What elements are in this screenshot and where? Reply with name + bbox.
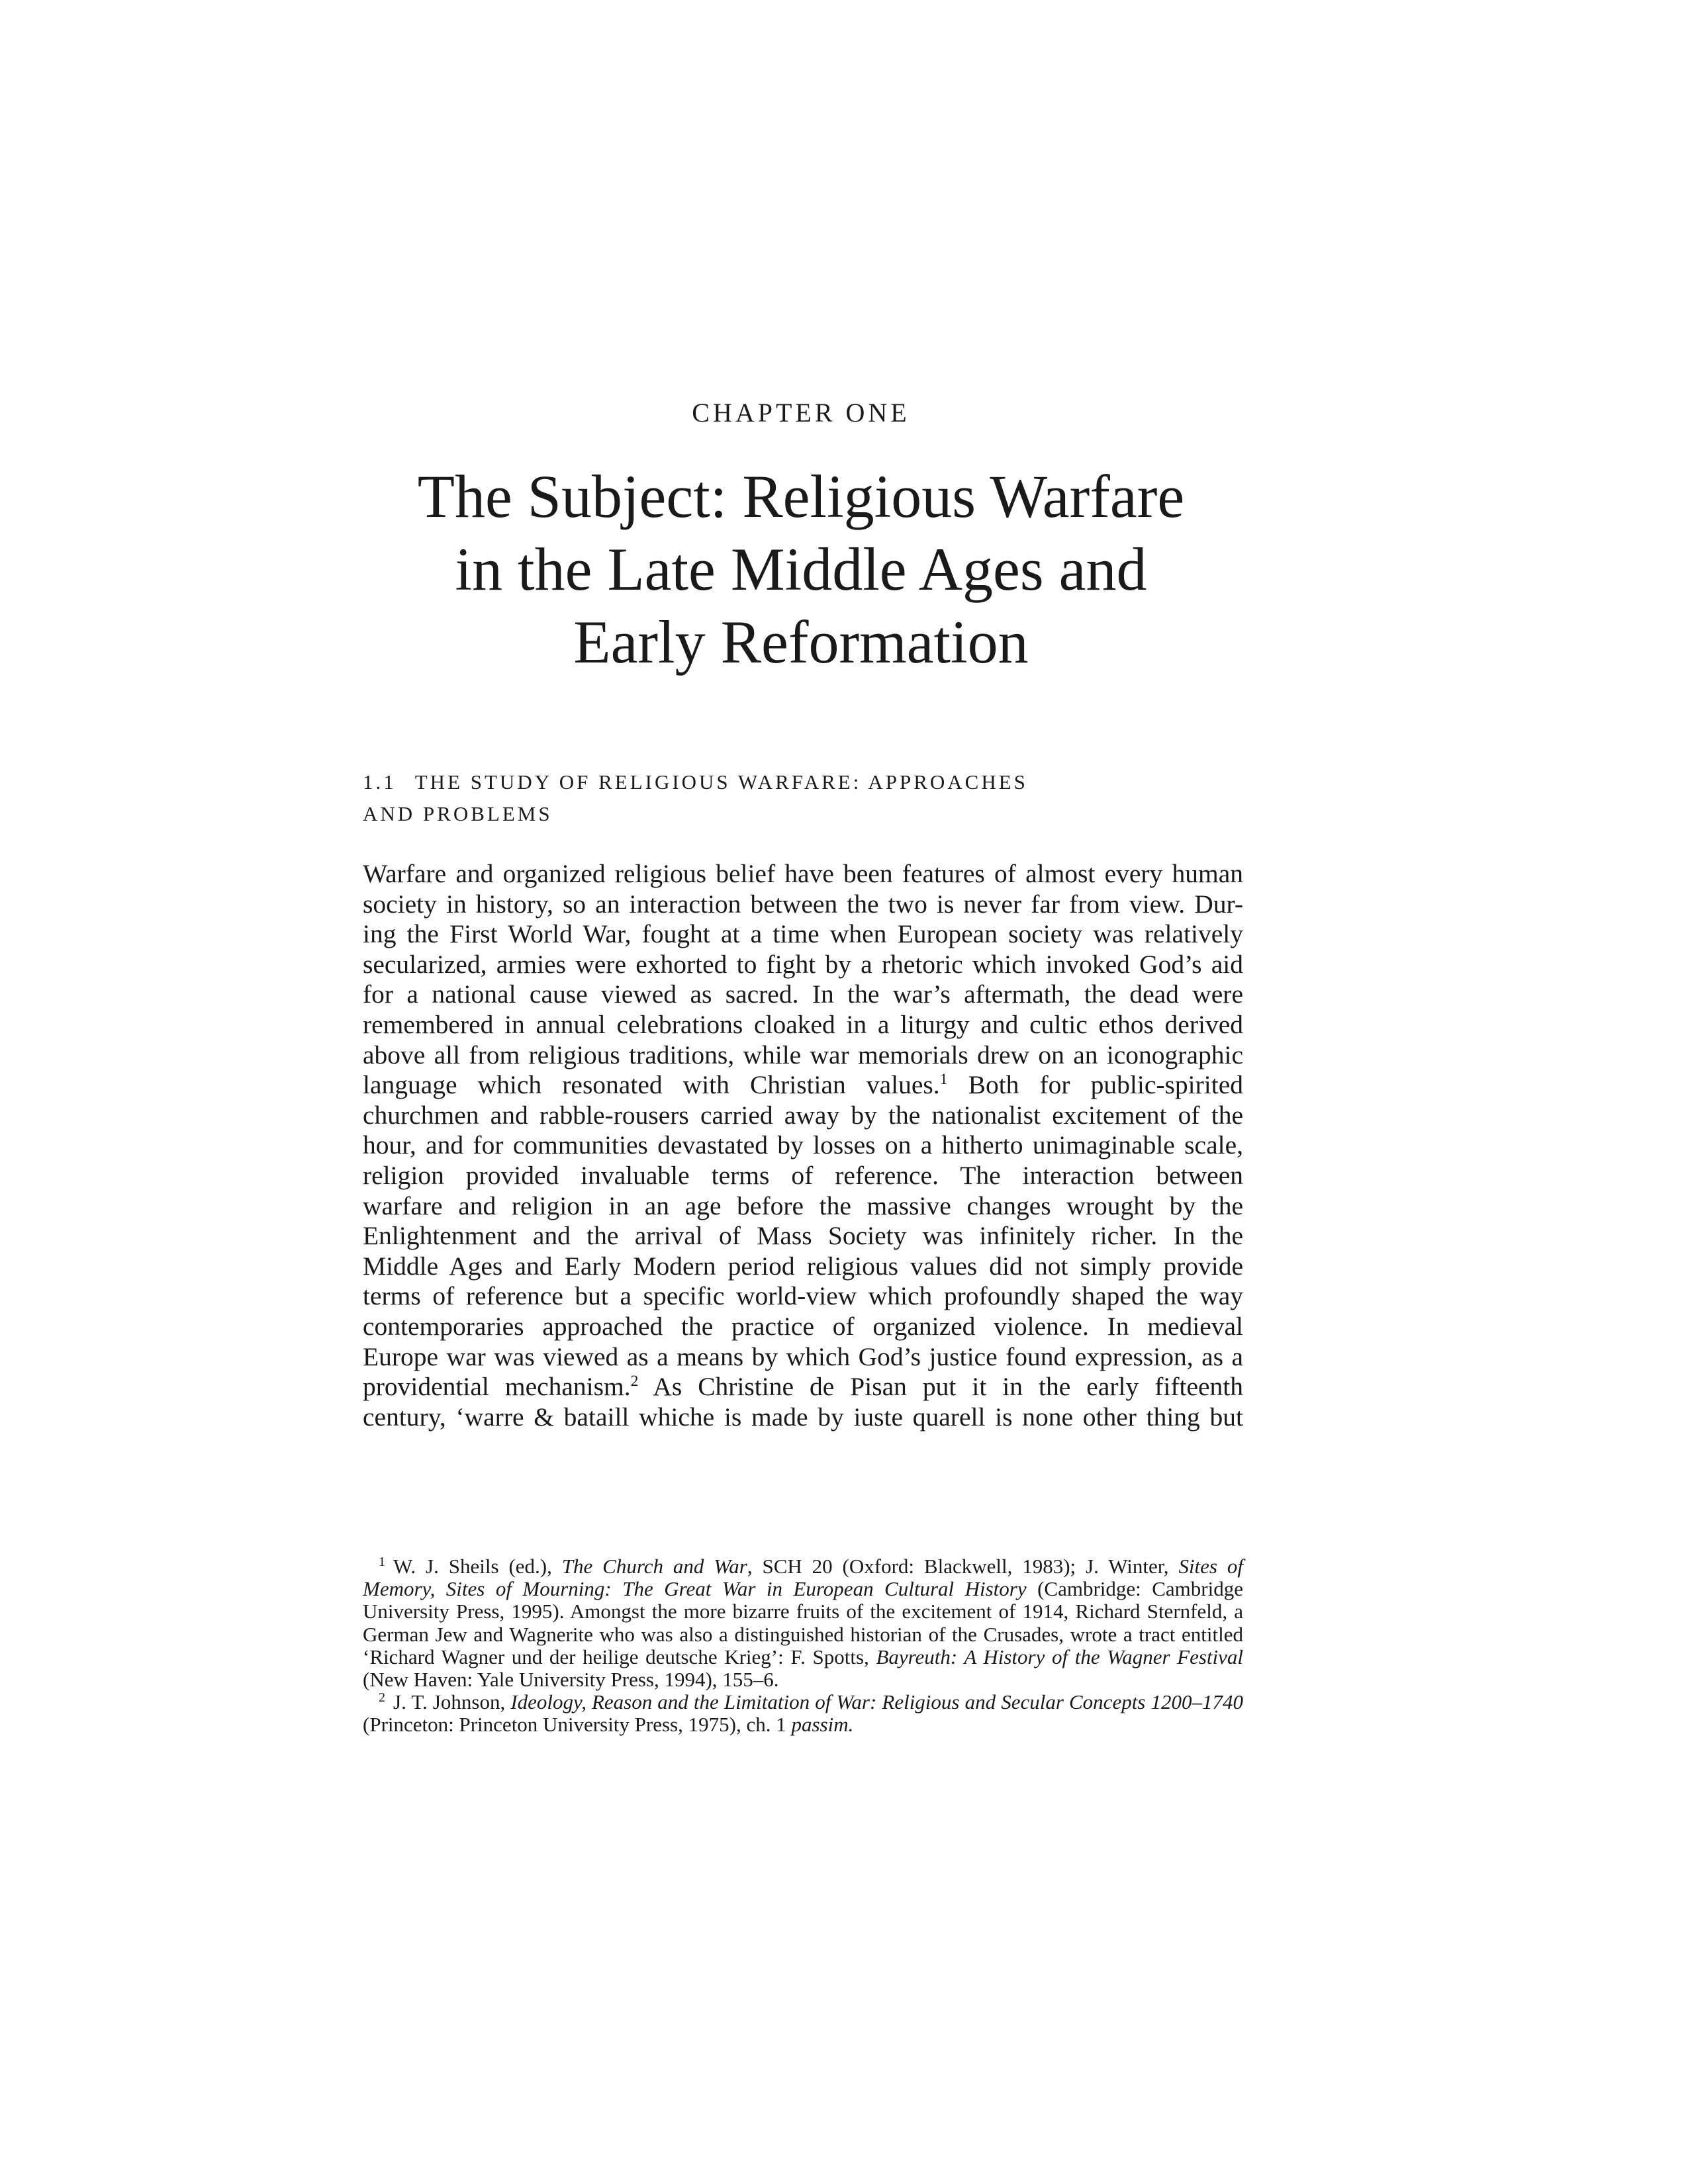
body-line-text: Both for public-spirited	[947, 1070, 1243, 1100]
section-heading-line: AND PROBLEMS	[363, 802, 553, 825]
footnote-title: Sites of	[1178, 1555, 1243, 1578]
body-line: contemporaries approached the practice of organized violence. In medieval	[363, 1311, 1243, 1341]
footnote-text: W. J. Sheils (ed.),	[393, 1555, 562, 1578]
body-line: above all from religious traditions, while war memorials drew on an iconographic	[363, 1040, 1243, 1069]
footnote-title: Ideology, Reason and the Limitation of War: Religious and Secular Concepts 1200–1740	[510, 1690, 1243, 1714]
body-line: ing the First World War, fought at a time when European society was relatively	[363, 919, 1243, 949]
body-line: remembered in annual celebrations cloaked in a liturgy and cultic ethos derived	[363, 1009, 1243, 1039]
footnote-1-line: (New Haven: Yale University Press, 1994), 155–6.	[363, 1667, 779, 1691]
body-line: terms of reference but a specific world-view which profoundly shaped the way	[363, 1281, 1243, 1311]
body-line	[363, 1070, 1243, 1101]
footnote-1-line: University Press, 1995). Amongst the more bizarre fruits of the excitement of 1914, Richard Sternfeld, a	[363, 1600, 1243, 1623]
footnote-reference[interactable]: 1	[939, 1071, 948, 1088]
section-heading-text: THE STUDY OF RELIGIOUS WARFARE: APPROACHES	[414, 770, 1028, 794]
body-line: religion provided invaluable terms of reference. The interaction between	[363, 1160, 1243, 1190]
footnote-2-line	[363, 1713, 1243, 1736]
footnote-title: The Church and War	[561, 1555, 747, 1578]
footnote-text: , SCH 20 (Oxford: Blackwell, 1983); J. Winter,	[747, 1555, 1179, 1578]
body-line: century, ‘warre & bataill whiche is made by iuste quarell is none other thing but	[363, 1402, 1243, 1432]
footnote-text: (Princeton: Princeton University Press, 1975), ch. 1	[363, 1713, 792, 1737]
footnote-mark: 1	[379, 1554, 385, 1569]
footnote-reference[interactable]: 2	[630, 1372, 639, 1390]
footnote-mark: 2	[379, 1690, 385, 1705]
footnotes	[363, 1555, 1243, 1737]
body-line: Europe war was viewed as a means by which God’s justice found expression, as a	[363, 1342, 1243, 1371]
footnote-2-line	[363, 1691, 1243, 1713]
body-line: Warfare and organized religious belief have been features of almost every human	[363, 859, 1243, 888]
body-line: warfare and religion in an age before the massive changes wrought by the	[363, 1191, 1243, 1220]
footnote-1-line: German Jew and Wagnerite who was also a distinguished historian of the Crusades, wrote a tract entitled	[363, 1622, 1243, 1646]
chapter-title-line: in the Late Middle Ages and	[455, 535, 1147, 603]
footnote-text: (Cambridge: Cambridge	[1026, 1577, 1243, 1601]
section-number: 1.1	[363, 770, 397, 794]
footnote-title: Memory, Sites of Mourning: The Great War in European Cultural History	[363, 1577, 1027, 1601]
body-line-text: providential mechanism.	[363, 1372, 631, 1402]
section-heading	[363, 766, 1243, 830]
body-line: churchmen and rabble-rousers carried away by the nationalist excitement of the	[363, 1100, 1243, 1130]
body-line: Middle Ages and Early Modern period religious values did not simply provide	[363, 1251, 1243, 1281]
body-line: for a national cause viewed as sacred. In the war’s aftermath, the dead were	[363, 979, 1243, 1009]
body-paragraph	[363, 859, 1243, 1432]
footnote-1-line	[363, 1578, 1243, 1600]
body-line: society in history, so an interaction between the two is never far from view. Dur-	[363, 889, 1243, 919]
footnote-1-line	[363, 1646, 1243, 1668]
footnote-text: ‘Richard Wagner und der heilige deutsche Krieg’: F. Spotts,	[363, 1645, 876, 1668]
chapter-title-line: The Subject: Religious Warfare	[417, 463, 1185, 530]
chapter-title-line: Early Reformation	[573, 608, 1029, 676]
section-heading-line	[363, 766, 1243, 798]
chapter-title	[397, 460, 1205, 678]
body-line: hour, and for communities devastated by losses on a hitherto unimaginable scale,	[363, 1130, 1243, 1160]
body-line: secularized, armies were exhorted to fight by a rhetoric which invoked God’s aid	[363, 949, 1243, 979]
footnote-title: Bayreuth: A History of the Wagner Festival	[876, 1645, 1244, 1668]
footnote-text: J. T. Johnson,	[393, 1690, 511, 1714]
body-line-text: As Christine de Pisan put it in the early fifteenth	[638, 1372, 1243, 1402]
body-line: Enlightenment and the arrival of Mass Society was infinitely richer. In the	[363, 1221, 1243, 1251]
chapter-label: CHAPTER ONE	[692, 398, 910, 428]
footnote-title: passim.	[791, 1713, 854, 1737]
footnote-1-line	[363, 1555, 1243, 1578]
body-line-text: language which resonated with Christian values.	[363, 1070, 940, 1100]
body-line	[363, 1372, 1243, 1402]
